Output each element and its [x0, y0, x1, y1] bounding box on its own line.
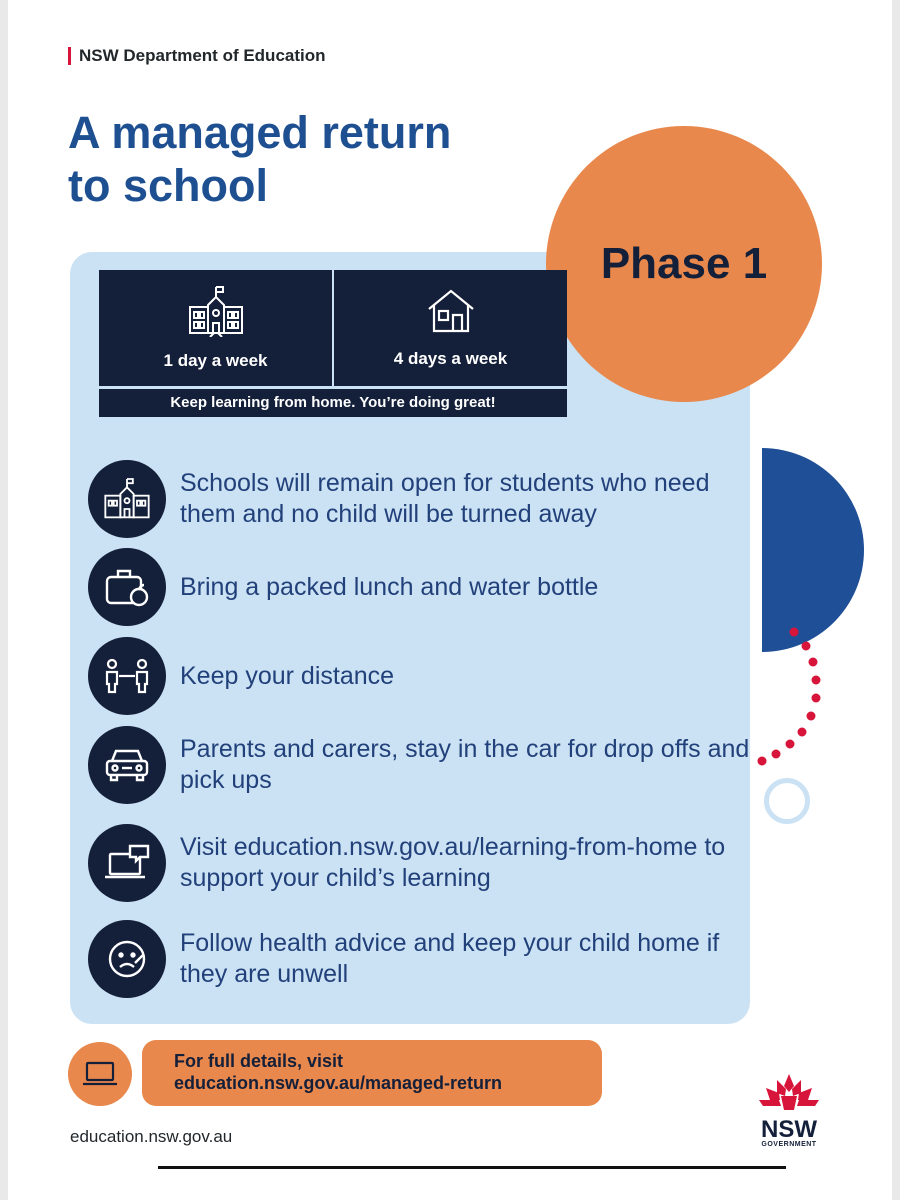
logo-sub: GOVERNMENT: [761, 1141, 817, 1148]
bottom-divider: [158, 1166, 786, 1169]
list-item-text: Bring a packed lunch and water bottle: [180, 572, 599, 601]
waratah-flower-icon: [757, 1072, 821, 1112]
cta-link[interactable]: education.nsw.gov.au/managed-return: [174, 1073, 503, 1093]
phase-label: Phase 1: [600, 239, 768, 288]
house-icon: [425, 287, 477, 335]
list-item: [88, 824, 750, 902]
full-details-banner[interactable]: [142, 1040, 602, 1106]
sick-face-icon: [88, 920, 166, 998]
phase-badge: [546, 126, 822, 402]
school-building-icon: [88, 460, 166, 538]
car-icon: [88, 726, 166, 804]
title-line-2: to school: [68, 160, 268, 211]
laptop-chat-icon: [88, 824, 166, 902]
school-days-label: 1 day a week: [163, 351, 268, 370]
list-item: [88, 637, 750, 715]
distance-people-icon: [88, 637, 166, 715]
title-line-1: A managed return: [68, 107, 452, 158]
poster-page: [8, 0, 892, 1200]
laptop-icon: [68, 1042, 132, 1106]
week-schedule-box: [99, 270, 567, 417]
list-item: [88, 726, 750, 804]
lunchbox-icon: [88, 548, 166, 626]
nsw-government-logo: [751, 1072, 827, 1148]
school-building-icon: [186, 285, 246, 337]
list-item-text: Parents and carers, stay in the car for drop offs and pick ups: [180, 735, 750, 794]
home-days-column: [332, 270, 567, 386]
cta-line-1: For full details, visit: [174, 1051, 344, 1071]
decor-dotted-arc: [748, 620, 848, 780]
list-item: [88, 460, 750, 538]
department-header: [68, 46, 326, 66]
list-item: [88, 548, 750, 626]
list-item: [88, 920, 750, 998]
decor-ring: [764, 778, 810, 824]
list-item-text: Visit education.nsw.gov.au/learning-from-home to support your child’s learning: [180, 833, 726, 892]
logo-word: NSW: [761, 1116, 817, 1143]
school-days-column: [99, 270, 332, 386]
learning-from-home-banner: Keep learning from home. You’re doing great!: [99, 389, 567, 417]
home-days-label: 4 days a week: [393, 349, 508, 368]
list-item-text: Follow health advice and keep your child home if they are unwell: [180, 929, 720, 988]
department-name: NSW Department of Education: [79, 46, 326, 65]
list-item-text: Schools will remain open for students who need them and no child will be turned away: [180, 469, 710, 528]
page-title: [68, 106, 451, 212]
footer-url[interactable]: education.nsw.gov.au: [70, 1127, 233, 1146]
list-item-text: Keep your distance: [180, 661, 395, 690]
red-accent-bar: [68, 47, 71, 65]
